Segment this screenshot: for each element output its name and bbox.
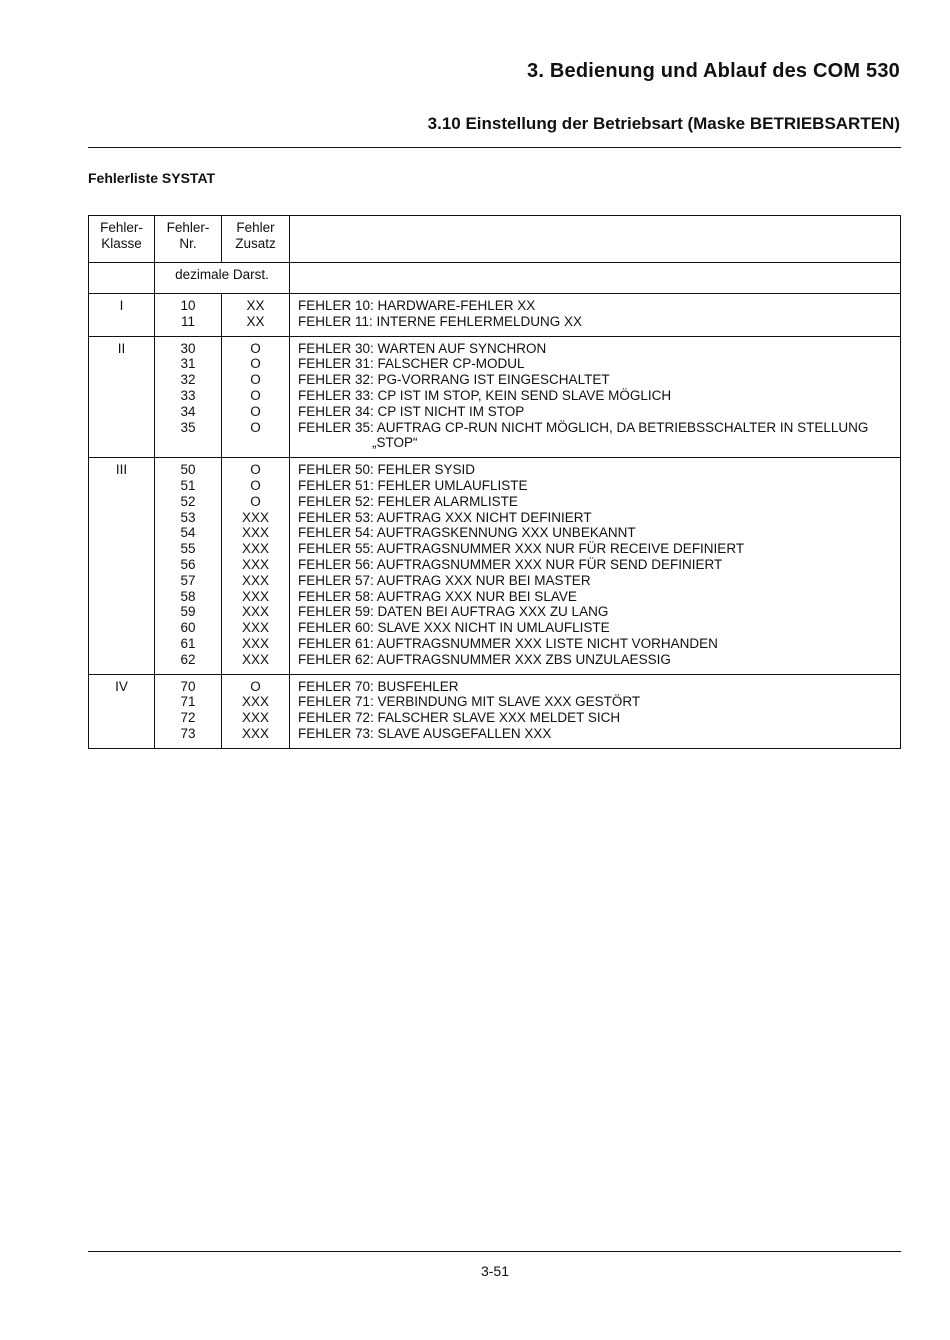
error-message: FEHLER 52: FEHLER ALARMLISTE: [298, 493, 518, 509]
header-zusatz-line-2: Zusatz: [235, 235, 276, 251]
header-nr-line-1: Fehler-: [166, 220, 210, 235]
subheader-dezimale: dezimale Darst.: [155, 263, 290, 294]
error-number: 31: [180, 356, 196, 372]
header-nr-line-2: Nr.: [179, 235, 197, 251]
error-number: 73: [180, 725, 196, 741]
error-class-cell: I: [89, 294, 155, 337]
error-message: FEHLER 10: HARDWARE-FEHLER XX: [298, 298, 536, 313]
table-subheader-row: [89, 263, 901, 294]
error-message: FEHLER 56: AUFTRAGSNUMMER XXX NUR FÜR SEND DEFINIERT: [298, 556, 723, 572]
error-number: 61: [180, 635, 196, 651]
error-zusatz: XXX: [241, 525, 269, 541]
error-zusatz: O: [250, 462, 261, 478]
error-zusatz: O: [250, 419, 261, 435]
error-group-row: [89, 336, 901, 458]
error-number: 11: [180, 313, 195, 329]
section-title: 3.10 Einstellung der Betriebsart (Maske BETRIEBSARTEN): [427, 114, 900, 133]
error-number: 53: [180, 509, 196, 525]
error-zusatz: O: [250, 477, 261, 493]
subheader-empty-text-cell: [290, 263, 901, 294]
error-number: 58: [180, 588, 196, 604]
error-zusatz: O: [250, 372, 261, 388]
error-zusatz: XXX: [241, 620, 269, 636]
error-number: 52: [180, 493, 196, 509]
error-zusatz: XXX: [241, 651, 269, 667]
error-zusatz: XXX: [241, 710, 269, 726]
error-number: 72: [180, 710, 196, 726]
error-message: FEHLER 59: DATEN BEI AUFTRAG XXX ZU LANG: [298, 604, 609, 620]
header-zusatz-line-1: Fehler: [236, 220, 275, 235]
error-number: 32: [180, 372, 196, 388]
error-number: 33: [180, 387, 196, 403]
error-number: 35: [180, 419, 196, 435]
error-group-row: [89, 458, 901, 674]
error-zusatz: XXX: [241, 635, 269, 651]
error-message: FEHLER 53: AUFTRAG XXX NICHT DEFINIERT: [298, 509, 592, 525]
error-number: 71: [180, 694, 196, 710]
error-message-cell: [290, 294, 901, 337]
error-number: 59: [180, 604, 196, 620]
error-message: FEHLER 35: AUFTRAG CP-RUN NICHT MÖGLICH, DA BETRIEBSSCHALTER IN STELLUNG „STOP“: [298, 419, 869, 451]
error-message: FEHLER 62: AUFTRAGSNUMMER XXX ZBS UNZULAESSIG: [298, 651, 671, 667]
error-list-table: [88, 215, 901, 749]
error-number: 50: [180, 462, 196, 478]
error-zusatz: XX: [246, 298, 265, 313]
error-zusatz-cell: [222, 294, 290, 337]
error-class-cell: II: [89, 336, 155, 458]
error-zusatz: O: [250, 403, 261, 419]
error-number-cell: [155, 294, 222, 337]
error-zusatz-cell: [222, 336, 290, 458]
footer-rule: [88, 1251, 901, 1252]
error-message: FEHLER 60: SLAVE XXX NICHT IN UMLAUFLISTE: [298, 620, 610, 636]
error-zusatz: XXX: [241, 588, 269, 604]
error-number: 70: [180, 678, 196, 694]
error-number-cell: [155, 458, 222, 674]
error-message: FEHLER 50: FEHLER SYSID: [298, 462, 476, 478]
error-number: 34: [180, 403, 196, 419]
error-number-cell: [155, 674, 222, 748]
error-class-cell: III: [89, 458, 155, 674]
header-klasse-line-1: Fehler-: [100, 220, 143, 235]
error-message: FEHLER 55: AUFTRAGSNUMMER XXX NUR FÜR RECEIVE DEFINIERT: [298, 541, 745, 557]
error-number: 60: [180, 620, 196, 636]
error-message: FEHLER 57: AUFTRAG XXX NUR BEI MASTER: [298, 572, 591, 588]
error-message: FEHLER 11: INTERNE FEHLERMELDUNG XX: [298, 313, 583, 329]
error-message: FEHLER 73: SLAVE AUSGEFALLEN XXX: [298, 725, 552, 741]
header-rule: [88, 147, 901, 148]
error-message: FEHLER 31: FALSCHER CP-MODUL: [298, 356, 525, 372]
page-number: 3-51: [480, 1263, 510, 1279]
error-message: FEHLER 54: AUFTRAGSKENNUNG XXX UNBEKANNT: [298, 525, 636, 541]
error-message: FEHLER 32: PG-VORRANG IST EINGESCHALTET: [298, 372, 610, 388]
list-title: Fehlerliste SYSTAT: [88, 170, 216, 186]
error-group-row: [89, 674, 901, 748]
error-message: FEHLER 61: AUFTRAGSNUMMER XXX LISTE NICHT VORHANDEN: [298, 635, 718, 651]
error-number: 57: [180, 572, 196, 588]
error-number: 62: [180, 651, 196, 667]
chapter-title: 3. Bedienung und Ablauf des COM 530: [527, 60, 900, 82]
error-zusatz-cell: [222, 458, 290, 674]
error-message-cell: [290, 458, 901, 674]
error-message: FEHLER 72: FALSCHER SLAVE XXX MELDET SICH: [298, 710, 621, 726]
error-zusatz: XXX: [241, 556, 269, 572]
subheader-empty-cell: [89, 263, 155, 294]
error-zusatz: XXX: [241, 694, 269, 710]
error-message-cell: [290, 336, 901, 458]
error-message: FEHLER 34: CP IST NICHT IM STOP: [298, 403, 525, 419]
error-number: 55: [180, 541, 196, 557]
error-zusatz: XXX: [241, 509, 269, 525]
error-zusatz: XXX: [241, 541, 269, 557]
error-group-row: [89, 294, 901, 337]
error-message: FEHLER 70: BUSFEHLER: [298, 678, 459, 694]
error-zusatz-cell: [222, 674, 290, 748]
error-zusatz: O: [250, 356, 261, 372]
error-message: FEHLER 30: WARTEN AUF SYNCHRON: [298, 340, 547, 356]
error-message-cell: [290, 674, 901, 748]
header-klasse-line-2: Klasse: [101, 235, 142, 251]
error-class-cell: IV: [89, 674, 155, 748]
error-number: 54: [180, 525, 196, 541]
error-message: FEHLER 71: VERBINDUNG MIT SLAVE XXX GESTÖRT: [298, 694, 641, 710]
error-zusatz: XXX: [241, 572, 269, 588]
error-zusatz: O: [250, 340, 261, 356]
error-zusatz: XXX: [241, 725, 269, 741]
header-nr: [155, 216, 222, 263]
table-header-row: [89, 216, 901, 263]
error-zusatz: O: [250, 493, 261, 509]
error-number: 56: [180, 556, 196, 572]
error-message: FEHLER 33: CP IST IM STOP, KEIN SEND SLAVE MÖGLICH: [298, 387, 672, 403]
error-number: 30: [180, 340, 196, 356]
header-klasse: [89, 216, 155, 263]
error-zusatz: XX: [246, 313, 265, 329]
error-message: FEHLER 51: FEHLER UMLAUFLISTE: [298, 477, 528, 493]
header-text: [290, 216, 901, 263]
error-number: 10: [180, 298, 196, 313]
error-number-cell: [155, 336, 222, 458]
error-zusatz: O: [250, 678, 261, 694]
error-zusatz: O: [250, 387, 261, 403]
error-zusatz: XXX: [241, 604, 269, 620]
error-number: 51: [180, 477, 196, 493]
error-message: FEHLER 58: AUFTRAG XXX NUR BEI SLAVE: [298, 588, 577, 604]
header-zusatz: [222, 216, 290, 263]
error-list-table-body: [89, 216, 901, 749]
